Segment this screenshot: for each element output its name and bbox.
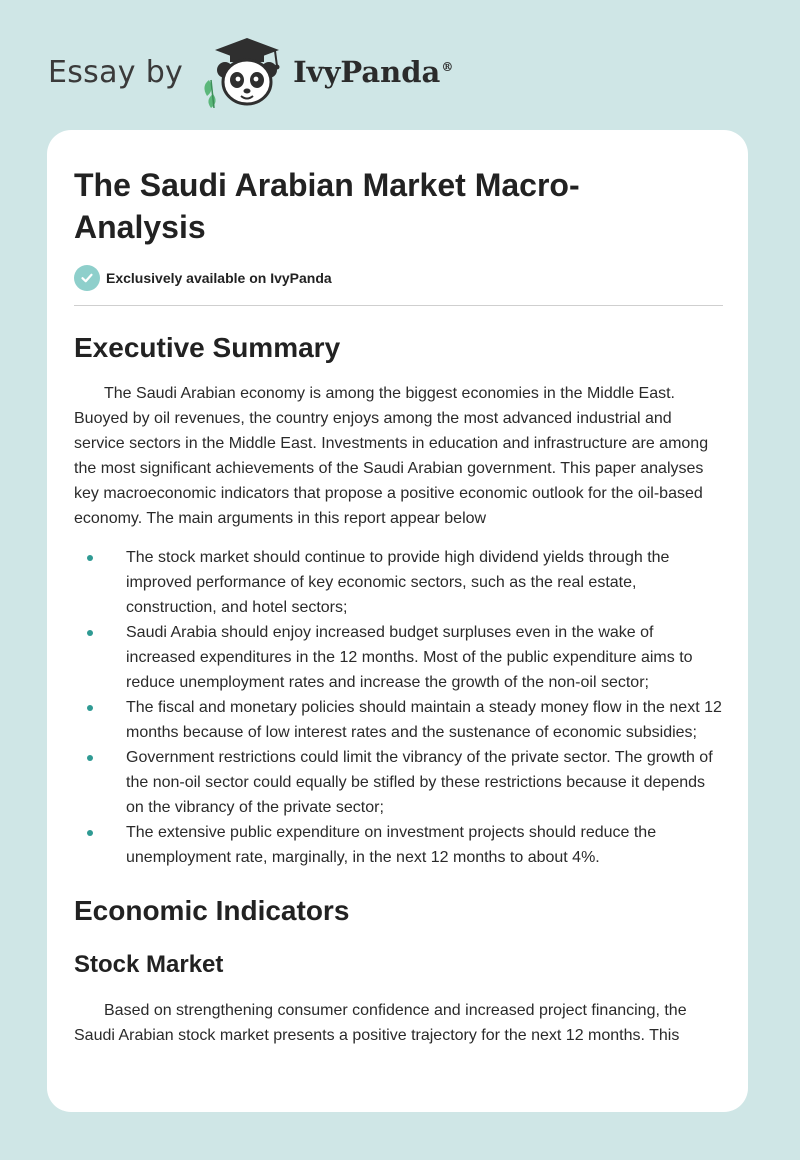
essay-by-label: Essay by	[48, 54, 184, 90]
check-circle-icon	[74, 265, 100, 291]
article-content	[74, 164, 723, 1048]
arguments-list	[74, 545, 723, 870]
exclusive-label: Exclusively available on IvyPanda	[106, 270, 332, 286]
registered-mark: ®	[441, 60, 454, 75]
divider	[74, 305, 723, 306]
stock-market-paragraph: Based on strengthening consumer confidence and increased project financing, the Saudi Arabian stock market presents a positive trajectory for the next 12 months. This	[74, 1002, 687, 1044]
brand-name[interactable]: IvyPanda®	[293, 55, 454, 89]
bullet-dot-icon	[87, 705, 93, 711]
site-header	[48, 36, 508, 108]
list-item: The stock market should continue to provide high dividend yields through the improved performance of key economic sectors, such as the real estate, construction, and hotel sectors;	[74, 545, 723, 620]
exclusive-badge	[74, 264, 723, 292]
list-item: Government restrictions could limit the vibrancy of the private sector. The growth of the non-oil sector could equally be stifled by these restrictions because it depends on the vibrancy of the private sector;	[74, 745, 723, 820]
article-card	[47, 130, 748, 1112]
bullet-dot-icon	[87, 555, 93, 561]
bullet-dot-icon	[87, 630, 93, 636]
list-item: The fiscal and monetary policies should maintain a steady money flow in the next 12 months because of low interest rates and the sustenance of economic subsidies;	[74, 695, 723, 745]
section-heading-economic-indicators: Economic Indicators	[74, 895, 350, 926]
list-item: The extensive public expenditure on investment projects should reduce the unemployment rate, marginally, in the next 12 months to about 4%.	[74, 820, 723, 870]
bullet-dot-icon	[87, 830, 93, 836]
section-heading-executive-summary: Executive Summary	[74, 332, 341, 363]
list-item: Saudi Arabia should enjoy increased budget surpluses even in the wake of increased expenditures in the 12 months. Most of the public expenditure aims to reduce unemployment rates and increase the growth of the non-oil sector;	[74, 620, 723, 695]
panda-graduate-logo-icon[interactable]	[197, 36, 289, 108]
subsection-heading-stock-market: Stock Market	[74, 951, 224, 978]
bullet-dot-icon	[87, 755, 93, 761]
page-title: The Saudi Arabian Market Macro-Analysis	[74, 167, 580, 245]
executive-summary-paragraph: The Saudi Arabian economy is among the biggest economies in the Middle East. Buoyed by oil revenues, the country enjoys among the most advanced industrial and service sectors in the Middle East. Investments in education and infrastructure are among the most significant achievements of the Saudi Arabian government. This paper analyses key macroeconomic indicators that propose a positive economic outlook for the oil-based economy. The main arguments in this report appear below	[74, 385, 709, 527]
